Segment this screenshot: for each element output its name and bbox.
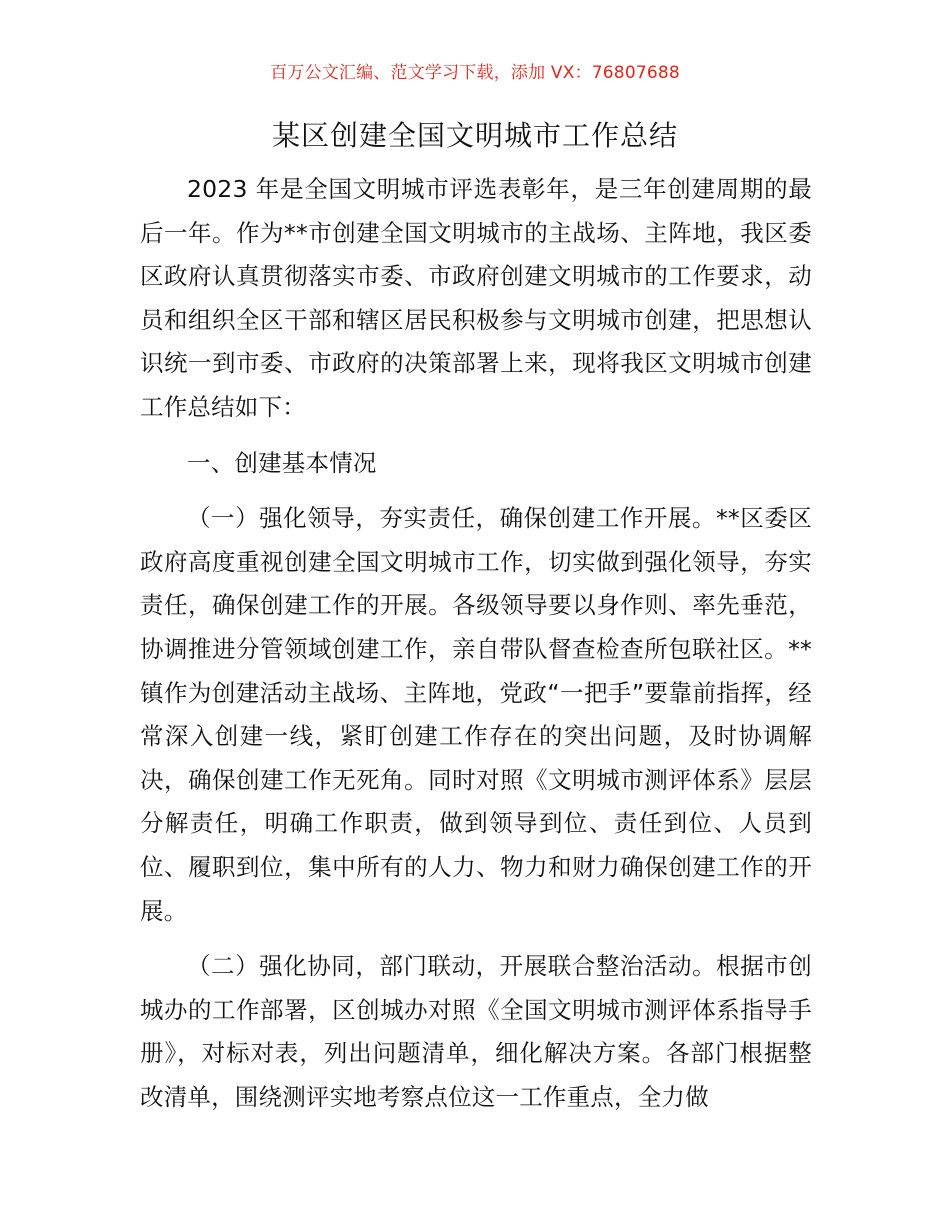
header-watermark-note: 百万公文汇编、范文学习下载，添加 VX：76807688 [270,63,680,83]
paragraph-section-two: （二）强化协同，部门联动，开展联合整治活动。根据市创城办的工作部署，区创城办对照《全国文明城市测评体系指导手册》，对标对表，列出问题清单，细化解决方案。各部门根据整改清单，围绕测评实地考察点位这一工作重点，全力做 [140,952,812,1111]
document-title: 某区创建全国文明城市工作总结 [271,119,678,152]
paragraph-section-one: （一）强化领导，夯实责任，确保创建工作开展。**区委区政府高度重视创建全国文明城市工作，切实做到强化领导，夯实责任，确保创建工作的开展。各级领导要以身作则、率先垂范，协调推进分管领域创建工作，亲自带队督查检查所包联社区。**镇作为创建活动主战场、主阵地，党政“一把手”要靠前指挥，经常深入创建一线，紧盯创建工作存在的突出问题，及时协调解决，确保创建工作无死角。同时对照《文明城市测评体系》层层分解责任，明确工作职责，做到领导到位、责任到位、人员到位、履职到位，集中所有的人力、物力和财力确保创建工作的开展。 [140,504,812,925]
document-body [140,168,812,1119]
paragraph-intro: 2023 年是全国文明城市评选表彰年，是三年创建周期的最后一年。作为**市创建全国文明城市的主战场、主阵地，我区委区政府认真贯彻落实市委、市政府创建文明城市的工作要求，动员和组织全区干部和辖区居民积极参与文明城市创建，把思想认识统一到市委、市政府的决策部署上来，现将我区文明城市创建工作总结如下： [140,175,812,421]
paragraph-gap [140,430,812,442]
section-heading-basic-situation: 一、创建基本情况 [187,448,377,477]
paragraph-gap [140,485,812,497]
paragraph-gap [140,933,812,945]
